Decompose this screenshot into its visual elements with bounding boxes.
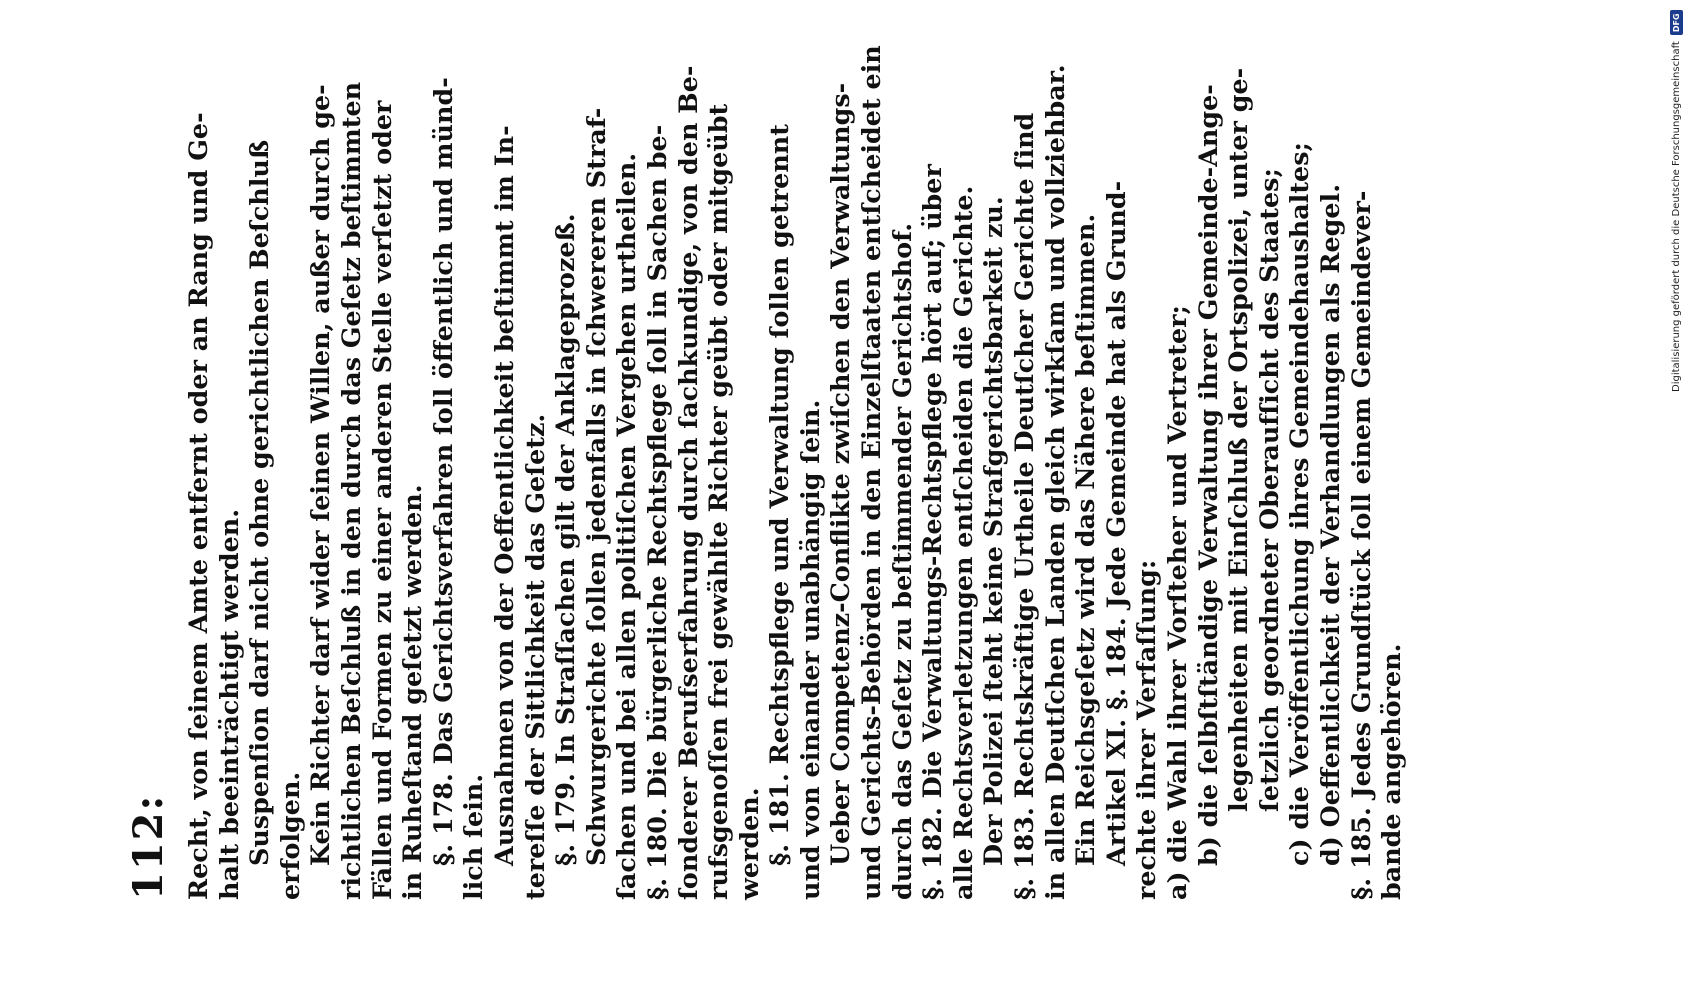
scanned-page (125, 40, 1425, 900)
text-line: §. 178. Das Gerichtsverfahren ſoll öffentlich und münd- (427, 77, 458, 866)
text-line: in Ruheſtand geſetzt werden. (397, 484, 428, 900)
text-line: werden. (733, 787, 764, 900)
text-line: ſonderer Berufserfahrung durch ſachkundige, von den Be- (672, 65, 703, 900)
text-line: Artikel XI. §. 184. Jede Gemeinde hat als Grund- (1100, 180, 1131, 866)
text-line: rechte ihrer Verfaſſung: (1131, 559, 1162, 900)
text-line: legenheiten mit Einſchluß der Ortspolizei, unter ge- (1223, 67, 1254, 812)
text-line: §. 179. In Straſſachen gilt der Anklageprozeß. (550, 213, 581, 866)
text-line: durch das Geſetz zu beſtimmender Gerichtshof. (886, 222, 917, 900)
digitization-credit (1655, 0, 1685, 1000)
text-line: Ausnahmen von der Oeffentlichkeit beſtimmt im In- (488, 125, 519, 866)
dfg-logo: DFG (1670, 10, 1683, 35)
text-line: lich ſein. (458, 773, 489, 900)
text-line: Ein Reichsgeſetz wird das Nähere beſtimmen. (1070, 213, 1101, 866)
text-line: alle Rechtsverletzungen entſcheiden die Gerichte. (947, 185, 978, 900)
body-text (183, 45, 1407, 900)
page-number: 112: (125, 793, 172, 900)
text-line: in allen Deutſchen Landen gleich wirkſam und vollziehbar. (1039, 64, 1070, 900)
text-line: a) die Wahl ihrer Vorſteher und Vertreter; (1162, 305, 1192, 900)
text-line: Suspenſion darf nicht ohne gerichtlichen Beſchluß (244, 139, 275, 866)
text-line: §. 181. Rechtspflege und Verwaltung ſollen getrennt (764, 124, 795, 866)
text-line: §. 180. Die bürgerliche Rechtspflege ſoll in Sachen be- (641, 124, 672, 900)
text-line: §. 185. Jedes Grundſtück ſoll einem Gemeindever- (1345, 190, 1376, 900)
text-line: erfolgen. (274, 771, 305, 900)
text-line: Recht, von ſeinem Amte entfernt oder an Rang und Ge- (183, 112, 213, 900)
text-line: tereſſe der Sittlichkeit das Geſetz. (519, 413, 550, 900)
text-line: halt beeinträchtigt werden. (213, 508, 244, 900)
text-line: Ueber Competenz-Conflikte zwiſchen den Verwaltungs- (825, 82, 856, 866)
text-line: Schwurgerichte ſollen jedenfalls in ſchwereren Straf- (580, 107, 611, 866)
text-line: rufsgenoſſen frei gewählte Richter geübt oder mitgeübt (703, 103, 734, 900)
credit-text: Digitalisierung gefördert durch die Deutsche Forschungsgemeinschaft (1670, 41, 1682, 392)
text-line: b) die ſelbſtſtändige Verwaltung ihrer Gemeinde-Ange- (1192, 84, 1223, 866)
text-line: und Gerichts-Behörden in den Einzelſtaaten entſcheidet ein (856, 45, 887, 900)
text-line: Fällen und Formen zu einer anderen Stelle verſetzt oder (366, 100, 397, 900)
text-line: ſachen und bei allen politiſchen Vergehen urtheilen. (611, 152, 642, 900)
text-line: Kein Richter darf wider ſeinen Willen, außer durch ge- (305, 84, 336, 866)
text-line: richtlichen Beſchluß in den durch das Geſetz beſtimmten (335, 81, 366, 900)
text-line: ſetzlich geordneter Oberaufſicht des Staates; (1253, 168, 1284, 812)
text-line: bande angehören. (1376, 643, 1407, 900)
text-line: d) Oeffentlichkeit der Verhandlungen als Regel. (1314, 183, 1345, 866)
text-line: §. 183. Rechtskräftige Urtheile Deutſcher Gerichte ſind (1009, 112, 1040, 900)
text-line: c) die Veröffentlichung ihres Gemeindehaushaltes; (1284, 142, 1315, 866)
text-line: und von einander unabhängig ſein. (794, 399, 825, 900)
text-line: §. 182. Die Verwaltungs-Rechtspflege hört auf; über (917, 164, 948, 900)
text-line: Der Polizei ſteht keine Strafgerichtsbarkeit zu. (978, 196, 1009, 866)
